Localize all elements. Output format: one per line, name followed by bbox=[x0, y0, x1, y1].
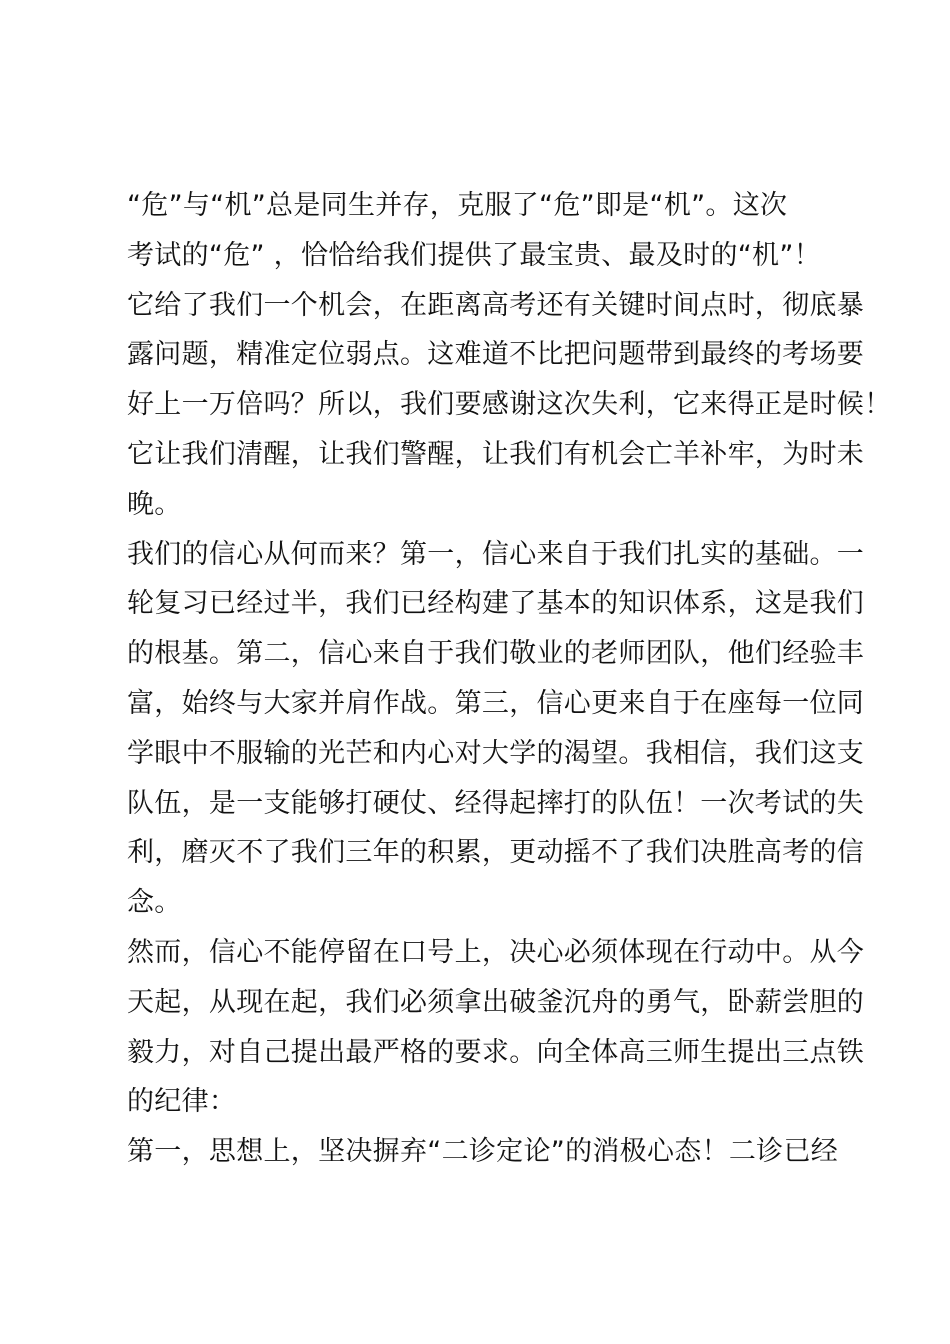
text-line: 露问题，精准定位弱点。这难道不比把问题带到最终的考场要 bbox=[127, 339, 865, 371]
text-line: 晚。 bbox=[127, 488, 182, 520]
body-text bbox=[127, 181, 892, 1177]
text-line: 毅力，对自己提出最严格的要求。向全体高三师生提出三点铁 bbox=[127, 1036, 865, 1068]
text-line: 它给了我们一个机会，在距离高考还有关键时间点时，彻底暴 bbox=[127, 289, 865, 321]
text-line: 天起，从现在起，我们必须拿出破釜沉舟的勇气，卧薪尝胆的 bbox=[127, 986, 865, 1018]
text-line: 念。 bbox=[127, 887, 182, 919]
text-line: 它让我们清醒，让我们警醒，让我们有机会亡羊补牢，为时未 bbox=[127, 438, 865, 470]
text-line: 队伍，是一支能够打硬仗、经得起摔打的队伍！一次考试的失 bbox=[127, 787, 865, 819]
text-line: 的根基。第二，信心来自于我们敬业的老师团队，他们经验丰 bbox=[127, 638, 865, 670]
text-line: 的纪律： bbox=[127, 1086, 237, 1118]
text-line: 利，磨灭不了我们三年的积累，更动摇不了我们决胜高考的信 bbox=[127, 837, 865, 869]
text-line: 学眼中不服输的光芒和内心对大学的渴望。我相信，我们这支 bbox=[127, 737, 865, 769]
text-line: 好上一万倍吗？所以，我们要感谢这次失利，它来得正是时候！ bbox=[127, 389, 892, 421]
text-line: 我们的信心从何而来？第一，信心来自于我们扎实的基础。一 bbox=[127, 538, 865, 570]
text-line: 然而，信心不能停留在口号上，决心必须体现在行动中。从今 bbox=[127, 936, 865, 968]
text-line: 富，始终与大家并肩作战。第三，信心更来自于在座每一位同 bbox=[127, 687, 865, 719]
text-line: 第一，思想上，坚决摒弃“二诊定论”的消极心态！二诊已经 bbox=[127, 1136, 839, 1168]
text-line: 考试的“危” ，恰恰给我们提供了最宝贵、最及时的“机”！ bbox=[127, 239, 821, 271]
text-line: 轮复习已经过半，我们已经构建了基本的知识体系，这是我们 bbox=[127, 588, 865, 620]
text-line: “危”与“机”总是同生并存，克服了“危”即是“机”。这次 bbox=[127, 190, 788, 221]
